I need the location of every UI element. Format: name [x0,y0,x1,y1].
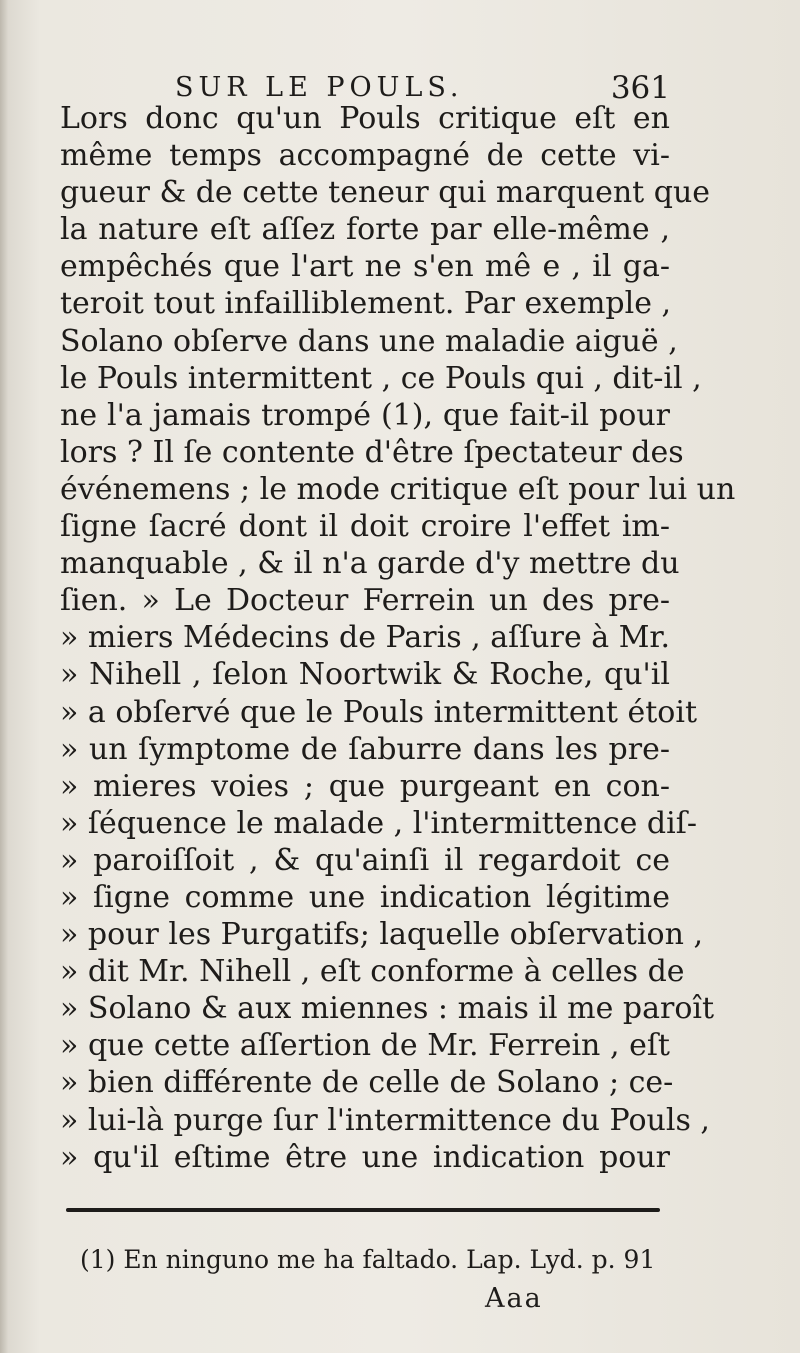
text-line: le Pouls intermittent , ce Pouls qui , dit-il , [60,360,702,396]
text-line: » ſigne comme une indication légitime [60,879,670,915]
text-line: » a obſervé que le Pouls intermittent étoit [60,694,698,730]
text-line: » que cette aſſertion de Mr. Ferrein , eſt [60,1028,670,1064]
text-line: » bien différente de celle de Solano ; ce- [60,1065,674,1101]
text-line: événemens ; le mode critique eſt pour lui un [60,471,736,507]
text-line: » Nihell , ſelon Noortwik & Roche, qu'il [60,657,670,693]
page-number: 361 [610,70,670,106]
text-line: ne l'a jamais trompé (1), que fait-il pour [60,397,670,433]
text-line: Lors donc qu'un Pouls critique eſt en [60,101,670,136]
body-text [60,100,736,1176]
running-head: SUR LE POULS. [175,72,464,103]
text-line: » paroiſſoit , & qu'ainſi il regardoit ce [60,842,670,878]
text-line: même temps accompagné de cette vi- [60,138,670,174]
text-line: ſien. » Le Docteur Ferrein un des pre- [60,583,670,619]
text-line: » ſéquence le malade , l'intermittence diſ- [60,805,697,841]
text-line: » mieres voies ; que purgeant en con- [60,768,670,804]
text-line: » dit Mr. Nihell , eſt conforme à celles de [60,954,685,990]
text-line: » lui-là purge ſur l'intermittence du Pouls , [60,1102,710,1138]
text-line: gueur & de cette teneur qui marquent que [60,175,711,211]
text-line: Solano obſerve dans une maladie aiguë , [60,323,678,359]
text-line: empêchés que l'art ne s'en mê e , il ga- [60,249,670,285]
footnote-rule [66,1208,660,1212]
text-line: » miers Médecins de Paris , aſſure à Mr. [60,620,670,656]
text-line: manquable , & il n'a garde d'y mettre du [60,546,680,582]
text-line: » qu'il eſtime être une indication pour [60,1139,670,1175]
text-line: » Solano & aux miennes : mais il me paroît [60,991,715,1027]
footnote: (1) En ninguno me ha faltado. Lap. Lyd. p. 91 [80,1245,656,1274]
text-line: » un ſymptome de ſaburre dans les pre- [60,731,670,767]
text-line: teroit tout infailliblement. Par exemple , [60,286,672,322]
binding-edge [0,0,8,1353]
signature-mark: Aaa [485,1283,543,1314]
text-line: la nature eſt aſſez forte par elle-même , [60,212,670,248]
text-line: ſigne ſacré dont il doit croire l'effet im- [60,509,670,545]
text-line: » pour les Purgatifs; laquelle obſervation , [60,917,704,953]
text-line: lors ? Il ſe contente d'être ſpectateur des [60,434,684,470]
